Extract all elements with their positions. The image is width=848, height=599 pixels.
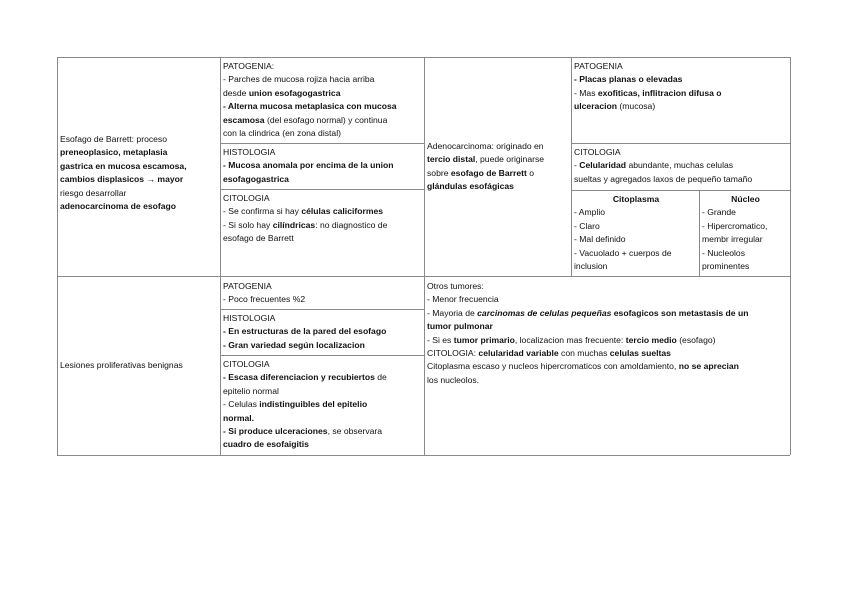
barrett-label-line: adenocarcinoma de esofago: [60, 201, 177, 212]
nucleo-list-line: prominentes: [702, 261, 750, 272]
otros-tumores-text-line: tumor pulmonar: [427, 321, 493, 332]
grid-line: [220, 57, 221, 455]
grid-line: [220, 143, 424, 144]
benignas-citologia-text-line: - Si produce ulceraciones, se observara: [223, 426, 383, 437]
benignas-patogenia-cell: [223, 280, 422, 307]
citoplasma-list: [574, 206, 698, 273]
patogenia-text: [223, 73, 422, 140]
grid-line: [220, 355, 424, 356]
citoplasma-header: Citoplasma: [612, 194, 660, 204]
adenocarcinoma-text-line: sobre esofago de Barrett o: [427, 167, 534, 178]
citologia-text-line: - Se confirma si hay células caliciformes: [223, 206, 384, 217]
benignas-histologia-title: HISTOLOGIA: [223, 313, 276, 323]
adeno-patogenia-text-line: - Mas exofiticas, inflitracion difusa o: [574, 87, 722, 98]
benignas-label-cell: [60, 359, 218, 372]
benignas-histologia-text: [223, 325, 422, 352]
otros-tumores-cell: [427, 280, 789, 387]
patogenia-text-line: - Parches de mucosa rojiza hacia arriba: [223, 74, 375, 85]
patogenia-title: PATOGENIA:: [223, 61, 275, 71]
histologia-text: [223, 159, 422, 186]
grid-line: [571, 190, 790, 191]
otros-tumores-text-line: Otros tumores:: [427, 281, 484, 291]
citoplasma-list-line: inclusion: [574, 261, 608, 272]
adeno-patogenia-text-line: - Placas planas o elevadas: [574, 74, 683, 85]
histologia-text-line: esofagogastrica: [223, 173, 289, 184]
citologia-text-line: - Si solo hay cilíndricas: no diagnostico de: [223, 219, 388, 230]
otros-tumores-text-line: - Menor frecuencia: [427, 294, 499, 305]
benignas-citologia-title: CITOLOGIA: [223, 359, 270, 369]
adeno-patogenia-text: [574, 73, 788, 113]
adenocarcinoma-text-line: glándulas esofágicas: [427, 181, 514, 192]
benignas-citologia-text-line: - Celulas indistinguibles del epitelio: [223, 399, 368, 410]
otros-tumores-text-line: Citoplasma escaso y nucleos hipercromaticos con amoldamiento, no se aprecian: [427, 361, 739, 372]
benignas-citologia-text-line: - Escasa diferenciacion y recubiertos de: [223, 372, 387, 383]
benignas-citologia-text-line: cuadro de esofaigitis: [223, 439, 309, 450]
citoplasma-cell: [574, 193, 698, 273]
adenocarcinoma-text-line: Adenocarcinoma: originado en: [427, 141, 544, 151]
grid-line: [571, 57, 572, 276]
barrett-citologia-cell: [223, 192, 422, 246]
citologia-text-line: esofago de Barrett: [223, 233, 294, 244]
grid-line: [790, 57, 791, 455]
barrett-label-line: preneoplasico, metaplasia: [60, 147, 168, 158]
adenocarcinoma-cell: [427, 140, 569, 194]
benignas-histologia-text-line: - En estructuras de la pared del esofago: [223, 326, 387, 337]
grid-line: [57, 57, 58, 455]
nucleo-list-line: - Grande: [702, 207, 736, 218]
citoplasma-list-line: - Amplio: [574, 207, 606, 218]
benignas-patogenia-title: PATOGENIA: [223, 281, 272, 291]
benignas-label: Lesiones proliferativas benignas: [60, 360, 183, 370]
benignas-patogenia-text: [223, 293, 422, 306]
adeno-citologia-text-line: - Celularidad abundante, muchas celulas: [574, 160, 734, 171]
grid-line: [220, 189, 424, 190]
grid-line: [699, 190, 700, 276]
barrett-histologia-cell: [223, 146, 422, 186]
adeno-citologia-cell: [574, 146, 788, 186]
barrett-label-line: gastrica en mucosa escamosa,: [60, 160, 187, 171]
patogenia-text-line: escamosa (del esofago normal) y continua: [223, 114, 388, 125]
otros-tumores-text-line: - Mayoria de carcinomas de celulas pequeñas esofagicos son metastasis de un: [427, 307, 749, 318]
barrett-label-line: riesgo desarrollar: [60, 187, 127, 198]
otros-tumores-text-line: los nucleolos.: [427, 374, 480, 385]
grid-line: [424, 57, 425, 455]
adeno-patogenia-title: PATOGENIA: [574, 61, 623, 71]
benignas-histologia-cell: [223, 312, 422, 352]
benignas-patogenia-text-line: - Poco frecuentes %2: [223, 294, 306, 305]
benignas-citologia-text-line: epitelio normal: [223, 385, 279, 396]
citologia-text: [223, 205, 422, 245]
nucleo-list-line: - Hipercromatico,: [702, 220, 768, 231]
citoplasma-list-line: - Vacuolado + cuerpos de: [574, 247, 672, 258]
adeno-citologia-text-line: sueltas y agregados laxos de pequeño tamaño: [574, 173, 753, 184]
barrett-label: [60, 133, 218, 213]
barrett-label-line: cambios displasicos → mayor: [60, 174, 184, 185]
otros-tumores-text-line: - Si es tumor primario, localizacion mas frecuente: tercio medio (esofago): [427, 334, 716, 345]
benignas-histologia-text-line: - Gran variedad según localizacion: [223, 339, 365, 350]
nucleo-cell: [702, 193, 789, 273]
barrett-label-line: Esofago de Barrett: proceso: [60, 134, 168, 144]
barrett-patogenia-cell: [223, 60, 422, 140]
adeno-patogenia-text-line: ulceracion (mucosa): [574, 101, 656, 112]
adeno-citologia-text: [574, 159, 788, 186]
grid-line: [571, 143, 790, 144]
otros-tumores-text-line: CITOLOGIA: celularidad variable con muchas celulas sueltas: [427, 348, 671, 359]
citoplasma-list-line: - Mal definido: [574, 234, 626, 245]
barrett-label-cell: [60, 133, 218, 213]
nucleo-list-line: - Nucleolos: [702, 247, 745, 258]
adenocarcinoma-text-line: tercio distal, puede originarse: [427, 154, 545, 165]
benignas-citologia-text: [223, 371, 422, 451]
nucleo-list-line: membr irregular: [702, 234, 763, 245]
adeno-patogenia-cell: [574, 60, 788, 114]
nucleo-list: [702, 206, 789, 273]
histologia-title: HISTOLOGIA: [223, 147, 276, 157]
patogenia-text-line: con la clindrica (en zona distal): [223, 128, 341, 139]
grid-line: [220, 309, 424, 310]
adenocarcinoma-text: [427, 140, 569, 194]
grid-line: [57, 455, 790, 456]
patogenia-text-line: desde union esofagogastrica: [223, 87, 341, 98]
patogenia-text-line: - Alterna mucosa metaplasica con mucosa: [223, 101, 397, 112]
histologia-text-line: - Mucosa anomala por encima de la union: [223, 160, 394, 171]
citoplasma-list-line: - Claro: [574, 220, 600, 231]
citologia-title: CITOLOGIA: [223, 193, 270, 203]
adeno-citologia-title: CITOLOGIA: [574, 147, 621, 157]
nucleo-header: Núcleo: [731, 194, 760, 204]
benignas-citologia-text-line: normal.: [223, 412, 255, 423]
otros-tumores-text: [427, 280, 789, 387]
benignas-citologia-cell: [223, 358, 422, 452]
